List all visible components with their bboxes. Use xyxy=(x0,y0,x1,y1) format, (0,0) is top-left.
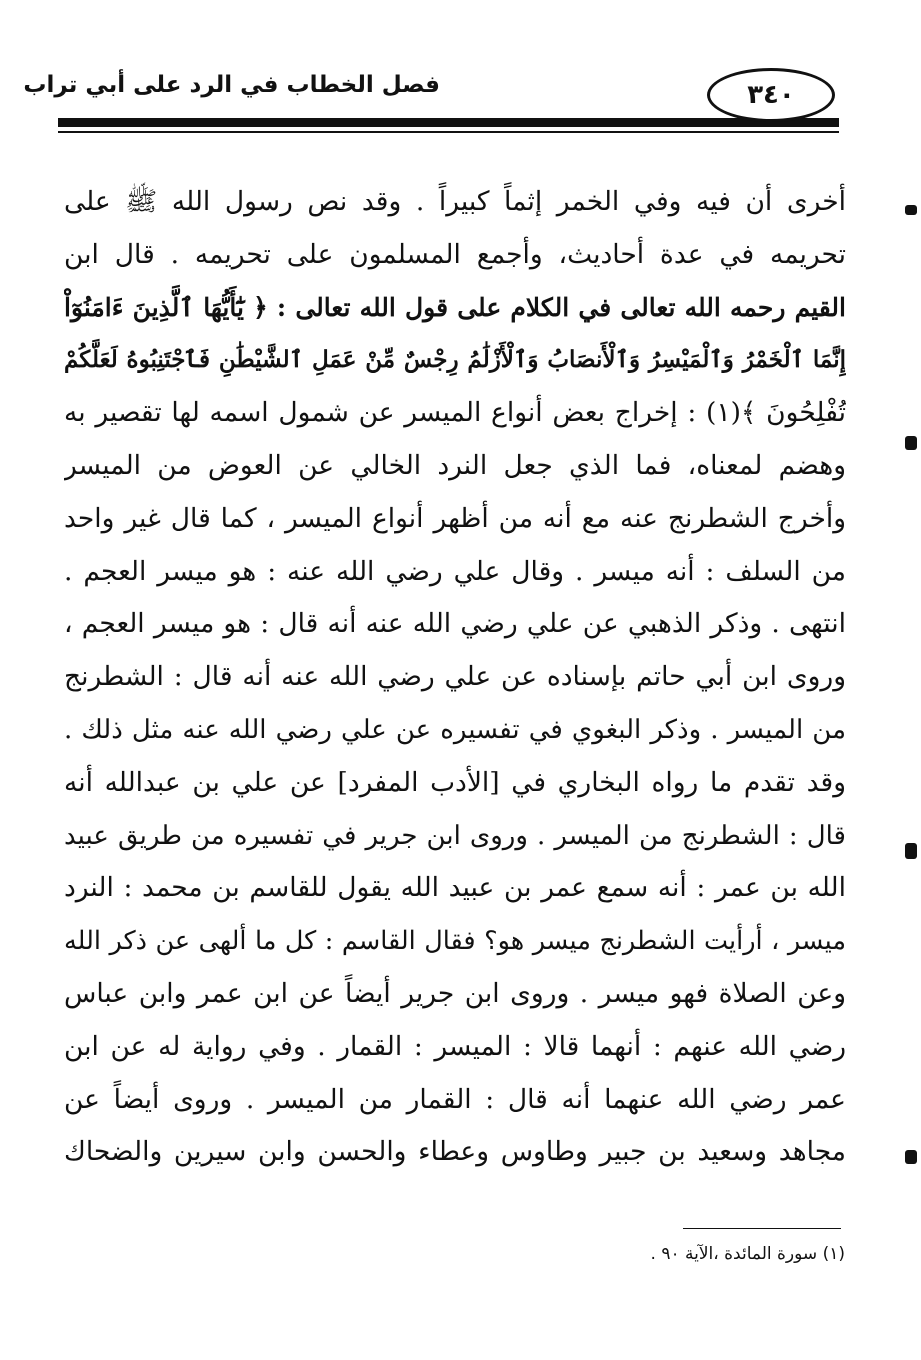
text-line: عمر رضي الله عنهما أنه قال : القمار من الميسر . وروى أيضاً عن xyxy=(64,1083,846,1115)
scan-edge-mark xyxy=(905,436,917,450)
footnote: (١) سورة المائدة ،الآية ٩٠ . xyxy=(650,1244,845,1264)
text-line: وأخرج الشطرنج عنه مع أنه من أظهر أنواع الميسر ، كما قال غير واحد xyxy=(64,502,846,534)
text-line: من الميسر . وذكر البغوي في تفسيره عن علي رضي الله عنه مثل ذلك . xyxy=(64,714,846,745)
text-line: من السلف : أنه ميسر . وقال علي رضي الله عنه : هو ميسر العجم . xyxy=(64,555,846,587)
text-line: تحريمه في عدة أحاديث، وأجمع المسلمون على تحريمه . قال ابن xyxy=(64,238,846,270)
text-line: ميسر ، أرأيت الشطرنج ميسر هو؟ فقال القاسم : كل ما ألهى عن ذكر الله xyxy=(64,926,846,957)
text-line: مجاهد وسعيد بن جبير وطاوس وعطاء والحسن وابن سيرين والضحاك xyxy=(64,1136,846,1168)
text-line: وعن الصلاة فهو ميسر . وروى ابن جرير أيضاً عن ابن عمر وابن عباس xyxy=(64,977,846,1009)
page-number: ٣٤٠ xyxy=(707,68,835,122)
body-text xyxy=(64,176,846,1179)
text-line: وقد تقدم ما رواه البخاري في [الأدب المفرد] عن علي بن عبدالله أنه xyxy=(64,766,846,798)
header-rule xyxy=(58,118,839,127)
text-line: تُفْلِحُونَ ﴾(١) : إخراج بعض أنواع الميسر عن شمول اسمه لها تقصير به xyxy=(64,397,846,429)
header-rule-thin xyxy=(58,131,839,133)
scan-edge-mark xyxy=(905,1150,917,1164)
text-line: الله بن عمر : أنه سمع عمر بن عبيد الله يقول للقاسم بن محمد : النرد xyxy=(64,872,846,904)
text-line: قال : الشطرنج من الميسر . وروى ابن جرير في تفسيره من طريق عبيد xyxy=(64,820,846,851)
text-line: أخرى أن فيه وفي الخمر إثماً كبيراً . وقد نص رسول الله ﷺ على xyxy=(64,186,846,217)
quran-verse-line: إِنَّمَا ٱلْخَمْرُ وَٱلْمَيْسِرُ وَٱلْأَنصَابُ وَٱلْأَزْلَٰمُ رِجْسٌ مِّنْ عَمَلِ ٱلشَّيْطَٰنِ فَٱجْتَنِبُوهُ لَعَلَّكُمْ xyxy=(64,346,846,374)
running-header-title: فصل الخطاب في الرد على أبي تراب xyxy=(23,72,440,98)
text-line: انتهى . وذكر الذهبي عن علي رضي الله عنه أنه قال : هو ميسر العجم ، xyxy=(64,608,846,640)
footnote-rule xyxy=(683,1228,841,1229)
scan-edge-mark xyxy=(905,843,917,859)
quran-verse-line: القيم رحمه الله تعالى في الكلام على قول الله تعالى : ﴿ يَٰٓأَيُّهَا ٱلَّذِينَ ءَامَنُوٓاْ xyxy=(64,292,846,322)
text-line: رضي الله عنهم : أنهما قالا : الميسر : القمار . وفي رواية له عن ابن xyxy=(64,1030,846,1062)
scan-edge-mark xyxy=(905,205,917,215)
text-line: وهضم لمعناه، فما الذي جعل النرد الخالي عن العوض من الميسر xyxy=(64,449,846,481)
text-line: وروى ابن أبي حاتم بإسناده عن علي رضي الله عنه أنه قال : الشطرنج xyxy=(64,661,846,693)
